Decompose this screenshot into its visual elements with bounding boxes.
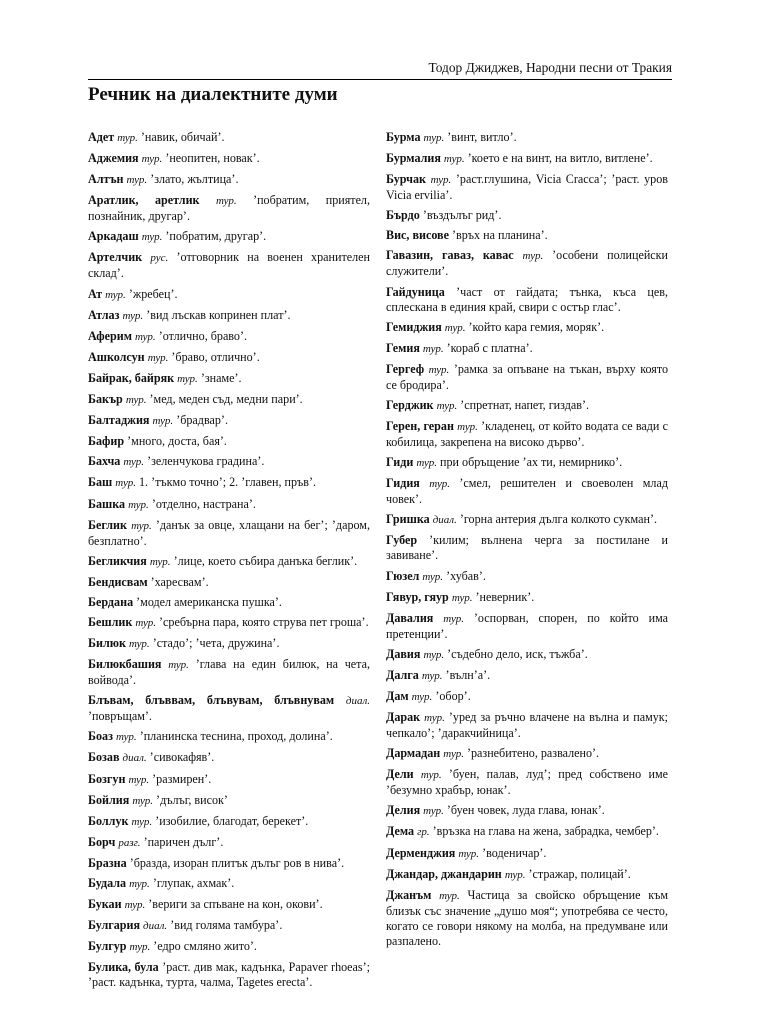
entry-label: тур. (147, 351, 169, 364)
entry-definition: ’глава на един билюк, на чета, войвода’. (88, 657, 371, 688)
entry-definition: ’едро смляно жито’. (153, 939, 257, 954)
entry-label: тур. (129, 878, 150, 890)
glossary-entry (386, 172, 668, 203)
entry-label: тур. (443, 748, 464, 761)
entry-headword: Вис, висове (386, 228, 449, 243)
glossary-entry (386, 746, 668, 762)
entry-label: диал. (143, 920, 168, 933)
glossary-entry (88, 151, 370, 167)
entry-label: тур. (128, 498, 149, 511)
entry-headword: Бегликчия (88, 553, 147, 568)
entry-headword: Бърдо (386, 208, 420, 223)
glossary-entry (386, 512, 668, 528)
entry-label: тур. (436, 399, 458, 412)
entry-headword: Башка (88, 496, 126, 511)
entry-definition: ’уред за ръчно влачене на вълна и памук; чепкало’; ’даракчийница’. (386, 710, 669, 741)
entry-definition: ’данък за овце, хлащани на бег’; ’даром, безплатно’. (88, 517, 370, 548)
entry-label: тур. (423, 805, 444, 818)
entry-definition: ’планинска теснина, проход, долина’. (139, 729, 333, 744)
glossary-entry (88, 729, 370, 745)
entry-label: тур. (124, 899, 146, 912)
entry-headword: Аферим (88, 328, 132, 343)
entry-definition: ’връх на планина’. (452, 228, 548, 243)
entry-definition: ’неопитен, новак’. (165, 151, 260, 166)
entry-label: тур. (451, 591, 473, 604)
entry-definition: ’смел, решителен и своеволен млад човек’. (386, 476, 668, 507)
entry-definition: ’буен човек, луда глава, юнак’. (446, 803, 605, 818)
entry-headword: Гидия (386, 476, 420, 491)
entry-headword: Бозав (88, 750, 120, 765)
entry-label: тур. (443, 612, 464, 625)
entry-definition: ’побратим, другар’. (165, 229, 267, 244)
glossary-entry (386, 248, 668, 279)
glossary-entry (88, 856, 370, 871)
entry-headword: Дам (386, 688, 409, 703)
glossary-entry (386, 151, 668, 167)
entry-headword: Делия (386, 803, 421, 818)
entry-label: рус. (150, 252, 169, 265)
entry-definition: ’знаме’. (200, 370, 242, 385)
glossary-entry (386, 689, 668, 705)
glossary-entry (88, 413, 370, 429)
entry-definition: ’браво, отлично’. (171, 349, 260, 364)
entry-label: тур. (129, 941, 151, 954)
entry-label: диал. (432, 514, 457, 527)
entry-headword: Байрак, байряк (88, 370, 175, 385)
glossary-entry (386, 824, 668, 840)
entry-definition: ’част от гайдата; тънка, къса цев, сплескана в единия край, свири с остър глас’. (386, 284, 668, 314)
glossary-entry (88, 434, 370, 449)
entry-headword: Ат (88, 286, 103, 301)
glossary-entry (88, 308, 370, 324)
entry-headword: Джандар, джандарин (386, 866, 502, 881)
glossary-entry (88, 750, 370, 766)
entry-label: тур. (422, 570, 444, 583)
entry-headword: Аджемия (88, 151, 139, 166)
entry-headword: Адет (88, 130, 115, 144)
entry-headword: Герджик (386, 397, 434, 412)
entry-headword: Аркадаш (88, 229, 139, 244)
entry-headword: Дема (386, 824, 415, 839)
entry-definition: Частица за свойско обръщение към близък със значение „душо моя“; употребява се често, когато се говори някому на молба, на предумване или разпалено. (386, 887, 668, 948)
glossary-entry (88, 392, 370, 408)
glossary-entry (88, 575, 370, 590)
entry-headword: Будала (88, 876, 127, 890)
entry-definition: ’вид лъскав копринен плат’. (146, 307, 291, 322)
entry-definition: ’злато, жълтица’. (150, 172, 239, 187)
entry-label: тур. (443, 153, 465, 166)
entry-headword: Бафир (88, 434, 125, 449)
entry-definition: ’жребец’. (128, 286, 178, 301)
entry-definition: ’вълн’а’. (445, 667, 491, 682)
entry-definition: ’оспорван, спорен, по който има претенции’. (386, 610, 669, 641)
entry-headword: Баш (88, 475, 113, 490)
entry-headword: Билюкбашия (88, 657, 162, 672)
entry-label: разг. (118, 836, 141, 849)
entry-label: тур. (416, 457, 437, 470)
entry-headword: Бойлия (88, 792, 130, 807)
glossary-entry (88, 636, 370, 652)
glossary-entry (386, 341, 668, 357)
entry-label: тур. (423, 132, 445, 144)
entry-label: тур. (423, 648, 445, 661)
entry-headword: Алтън (88, 172, 124, 187)
entry-headword: Гюзел (386, 568, 420, 583)
entry-label: тур. (411, 690, 433, 703)
entry-label: тур. (457, 421, 478, 434)
glossary-entry (386, 569, 668, 585)
glossary-entry (88, 876, 370, 892)
glossary-entry (386, 888, 668, 949)
entry-headword: Гявур, гяур (386, 589, 449, 604)
glossary-entry (88, 475, 370, 491)
entry-headword: Гришка (386, 512, 430, 527)
entry-definition: ’стражар, полицай’. (528, 866, 631, 881)
entry-definition: ’зеленчукова градина’. (147, 454, 265, 469)
entry-label: тур. (149, 555, 171, 568)
entry-headword: Гемия (386, 340, 420, 355)
glossary-entry (386, 533, 668, 563)
entry-label: тур. (422, 342, 444, 355)
entry-definition: ’паричен дълг’. (143, 834, 224, 849)
entry-definition: ’връзка на глава на жена, забрадка, чембер’. (432, 824, 659, 839)
entry-headword: Джанъм (386, 887, 432, 902)
entry-headword: Гергеф (386, 361, 425, 376)
glossary-entry (88, 897, 370, 913)
entry-definition: при обръщение ’ах ти, немирнико’. (440, 455, 623, 470)
entry-headword: Давалия (386, 610, 434, 625)
entry-definition: ’повръщам’. (88, 709, 152, 724)
entry-headword: Бурчак (386, 172, 427, 187)
entry-definition: ’вид голяма тамбура’. (170, 918, 283, 933)
entry-definition: 1. ’тъкмо точно’; 2. ’главен, пръв’. (139, 475, 317, 490)
entry-headword: Бердана (88, 594, 134, 609)
glossary-entry (386, 419, 668, 450)
glossary-entry (386, 590, 668, 606)
glossary-entry (88, 595, 370, 610)
entry-definition: ’стадо’; ’чета, дружина’. (152, 636, 280, 651)
entry-label: тур. (105, 288, 126, 301)
entry-headword: Бурма (386, 130, 421, 144)
entry-label: тур. (428, 363, 450, 376)
glossary-entry (88, 229, 370, 245)
entry-definition: ’неверник’. (475, 589, 535, 604)
glossary-entry (386, 130, 668, 146)
entry-headword: Борч (88, 834, 116, 849)
entry-headword: Боллук (88, 813, 129, 828)
entry-headword: Булгария (88, 918, 141, 933)
entry-label: тур. (421, 669, 443, 682)
entry-label: тур. (458, 847, 480, 860)
entry-definition: ’брадвар’. (176, 413, 228, 428)
glossary-entry (88, 918, 370, 934)
entry-headword: Бендисвам (88, 574, 148, 589)
entry-headword: Артелчик (88, 250, 143, 265)
glossary-entry (88, 172, 370, 188)
entry-definition: ’спретнат, напет, гиздав’. (460, 397, 589, 412)
glossary-entry (88, 518, 370, 549)
entry-definition: ’изобилие, благодат, берекет’. (155, 813, 309, 828)
glossary-entry (88, 960, 370, 990)
entry-label: тур. (126, 174, 148, 187)
entry-headword: Бешлик (88, 614, 133, 629)
entry-definition: ’навик, обичай’. (140, 130, 225, 144)
glossary-entry (386, 611, 668, 642)
entry-headword: Беглик (88, 517, 127, 532)
glossary-entry (88, 693, 370, 724)
glossary-entry (88, 772, 370, 788)
glossary-entry (386, 867, 668, 883)
entry-definition: ’хубав’. (446, 568, 486, 583)
glossary-entry (88, 193, 370, 224)
glossary-entry (386, 710, 668, 741)
glossary-entry (88, 371, 370, 387)
glossary-entry (386, 647, 668, 663)
entry-headword: Дерменджия (386, 845, 456, 860)
entry-label: тур. (117, 132, 138, 144)
entry-headword: Бозгун (88, 771, 126, 786)
glossary-entry (88, 657, 370, 688)
entry-definition: ’който кара гемия, моряк’. (468, 319, 605, 334)
entry-label: тур. (215, 195, 237, 208)
entry-definition: ’отговорник на военен хранителен склад’. (88, 250, 370, 281)
entry-definition: ’особени полицейски служители’. (386, 248, 669, 279)
entry-headword: Дармадан (386, 746, 441, 761)
entry-headword: Бразна (88, 855, 127, 870)
entry-definition: ’отлично, браво’. (158, 328, 248, 343)
entry-headword: Дарак (386, 710, 421, 725)
entry-headword: Булика, була (88, 960, 159, 975)
entry-definition: ’вериги за спъване на кон, окови’. (148, 897, 323, 912)
glossary-entry (88, 250, 370, 281)
entry-label: тур. (115, 477, 136, 490)
entry-definition: ’отделно, настрана’. (151, 496, 256, 511)
entry-definition: ’лице, което събира данъка беглик’. (173, 553, 358, 568)
entry-label: тур. (444, 321, 466, 334)
glossary-entry (88, 814, 370, 830)
entry-definition: ’раст.глушина, Vicia Cracca’; ’раст. уров Vicia ervilia’. (386, 172, 668, 203)
entry-label: диал. (345, 695, 370, 708)
entry-definition: ’кораб с платна’. (446, 340, 533, 355)
entry-definition: ’много, доста, бая’. (127, 434, 227, 449)
entry-label: тур. (123, 456, 145, 469)
entry-label: тур. (429, 478, 450, 491)
entry-headword: Бахча (88, 454, 121, 469)
entry-headword: Герен, геран (386, 419, 454, 434)
entry-definition: ’модел американска пушка’. (136, 594, 282, 609)
entry-headword: Атлаз (88, 307, 120, 322)
glossary-entry (386, 803, 668, 819)
entry-definition: ’рамка за опъване на тъкан, върху която се бродира’. (386, 361, 669, 392)
entry-definition: ’горна антерия дълга колкото сукман’. (459, 512, 658, 527)
entry-label: тур. (129, 638, 150, 651)
entry-definition: ’разнебитено, развалено’. (466, 746, 600, 761)
entry-definition: ’въздълъг рид’. (422, 208, 502, 223)
entry-definition: ’глупак, ахмак’. (152, 876, 235, 890)
entry-label: тур. (420, 769, 442, 782)
entry-definition: ’винт, витло’. (447, 130, 517, 144)
entry-headword: Губер (386, 533, 418, 548)
glossary-entry (386, 362, 668, 393)
entry-headword: Далга (386, 667, 419, 682)
entry-headword: Булгур (88, 939, 127, 954)
entry-headword: Билюк (88, 636, 126, 651)
entry-label: тур. (168, 659, 189, 672)
glossary-entry (88, 793, 370, 809)
entry-label: тур. (115, 731, 137, 744)
glossary-entry (88, 554, 370, 570)
glossary-entry (386, 668, 668, 684)
glossary-entry (88, 835, 370, 851)
entry-label: тур. (132, 794, 154, 807)
glossary-entry (88, 130, 370, 146)
entry-definition: ’мед, меден съд, медни пари’. (149, 392, 303, 407)
glossary-entry (88, 615, 370, 631)
glossary-entry (88, 497, 370, 513)
entry-label: тур. (131, 519, 152, 532)
entry-definition: ’раст. див мак, кадънка, Papaver rhoeas’; ’раст. кадънка, турта, чалма, Tagetes erecta’. (88, 960, 370, 990)
page-title: Речник на диалектните думи (88, 84, 338, 105)
entry-label: тур. (424, 712, 445, 725)
entry-label: гр. (417, 826, 430, 839)
glossary-entry (386, 455, 668, 471)
entry-headword: Гавазин, гаваз, кавас (386, 248, 514, 263)
glossary-entry (386, 208, 668, 223)
entry-label: тур. (125, 394, 147, 407)
entry-label: тур. (439, 889, 460, 902)
entry-headword: Гиди (386, 455, 414, 470)
entry-definition: ’буен, палав, луд’; пред собствено име ’безумно храбър, юнак’. (386, 767, 668, 798)
entry-headword: Давия (386, 646, 421, 661)
glossary-entry (88, 329, 370, 345)
entry-definition: ’обор’. (435, 688, 471, 703)
entry-headword: Балтаджия (88, 413, 150, 428)
entry-definition: ’килим; вълнена черга за постилане и завиване’. (386, 533, 668, 563)
entry-label: тур. (141, 231, 163, 244)
entry-headword: Гайдуница (386, 284, 445, 299)
glossary-entry (88, 939, 370, 955)
entry-label: тур. (131, 815, 153, 828)
entry-definition: ’кладенец, от който водата се вади с кобилица, закрепена на високо дърво’. (386, 419, 668, 450)
entry-label: тур. (128, 773, 150, 786)
entry-definition: ’сребърна пара, която струва пет гроша’. (159, 614, 369, 629)
glossary-entry (88, 454, 370, 470)
entry-label: тур. (135, 616, 156, 629)
entry-label: диал. (122, 752, 147, 765)
glossary-entry (386, 320, 668, 336)
entry-definition: ’съдебно дело, иск, тъжба’. (447, 646, 588, 661)
entry-definition: ’воденичар’. (482, 845, 547, 860)
glossary-entry (386, 398, 668, 414)
entry-definition: ’сивокафяв’. (149, 750, 215, 765)
glossary-entry (88, 287, 370, 303)
entry-definition: ’харесвам’. (150, 574, 209, 589)
entry-headword: Бурмалия (386, 151, 441, 166)
entry-headword: Дели (386, 767, 414, 782)
entry-headword: Букаи (88, 897, 122, 912)
entry-label: тур. (141, 153, 163, 166)
entry-definition: ’размирен’. (152, 771, 212, 786)
entry-label: тур. (152, 415, 174, 428)
glossary-entry (386, 228, 668, 243)
entry-label: тур. (134, 330, 156, 343)
entry-definition: ’побратим, приятел, познайник, другар’. (88, 193, 370, 224)
entry-headword: Блъвам, блъввам, блъвувам, блъвнувам (88, 693, 335, 708)
entry-headword: Бакър (88, 392, 123, 407)
entry-label: тур. (430, 174, 452, 187)
entry-definition: ’бразда, изоран плитък дълъг ров в нива’. (129, 855, 345, 870)
entry-headword: Аратлик, аретлик (88, 193, 200, 208)
entry-label: тур. (504, 868, 526, 881)
entry-headword: Ашколсун (88, 349, 145, 364)
glossary-column-right (386, 130, 668, 954)
glossary-entry (386, 285, 668, 315)
entry-definition: ’дълъг, висок’ (156, 792, 228, 807)
entry-definition: ’което е на винт, на витло, витлене’. (467, 151, 653, 166)
entry-headword: Гемиджия (386, 319, 442, 334)
entry-label: тур. (522, 250, 544, 263)
glossary-entry (88, 350, 370, 366)
glossary-entry (386, 476, 668, 507)
glossary-column-left (88, 130, 370, 995)
glossary-entry (386, 767, 668, 798)
entry-label: тур. (177, 372, 198, 385)
entry-headword: Боаз (88, 729, 113, 744)
entry-label: тур. (122, 309, 144, 322)
glossary-entry (386, 846, 668, 862)
running-header: Тодор Джиджев, Народни песни от Тракия (88, 60, 672, 80)
